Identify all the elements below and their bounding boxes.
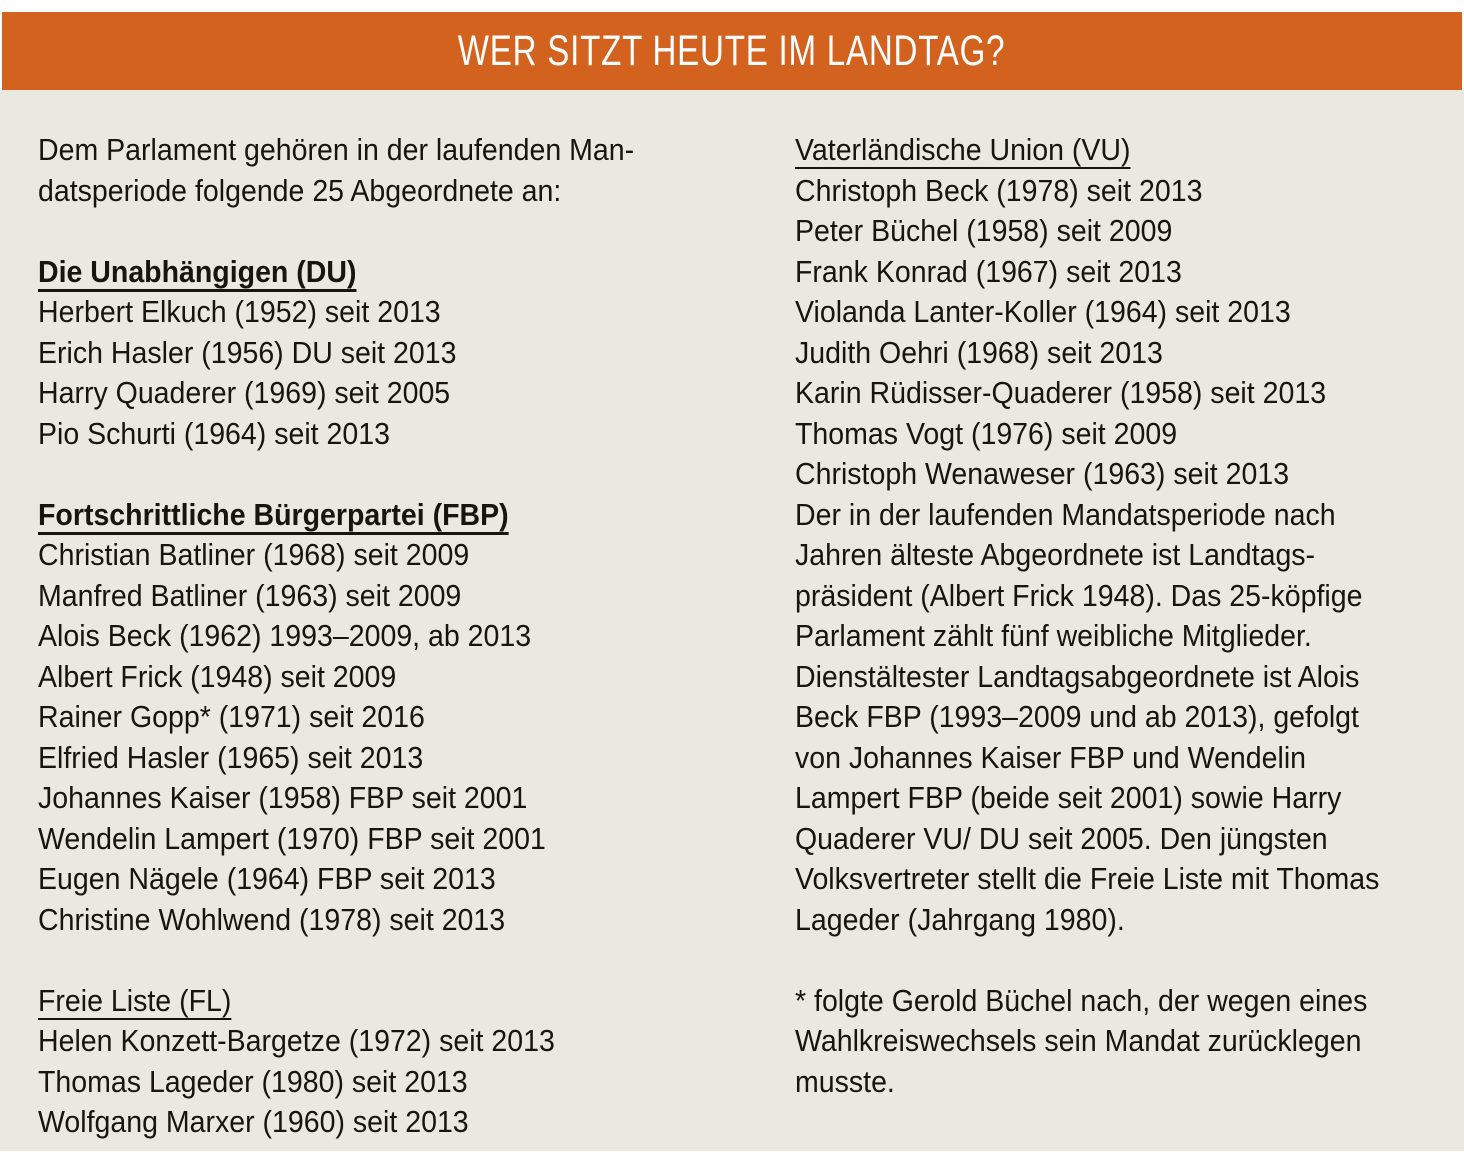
paragraph-line: Lampert FBP (beide seit 2001) sowie Harry (795, 780, 1342, 815)
paragraph-line: Lageder (Jahrgang 1980). (795, 901, 1125, 937)
member-line: Elfried Hasler (1965) seit 2013 (38, 739, 424, 775)
party-section (38, 495, 737, 941)
paragraph-line: Dienstältester Landtagsabgeordnete ist Alois (795, 658, 1360, 694)
party-section (795, 130, 1464, 495)
member-line: Christoph Wenaweser (1963) seit 2013 (795, 456, 1290, 491)
paragraph-line: von Johannes Kaiser FBP und Wendelin (795, 739, 1307, 775)
member-line: Johannes Kaiser (1958) FBP seit 2001 (38, 780, 528, 815)
party-section (38, 981, 737, 1143)
footnote-line: musste. (795, 1063, 895, 1099)
member-line: Albert Frick (1948) seit 2009 (38, 658, 397, 694)
paragraph-line: Parlament zählt fünf weibliche Mitglieder. (795, 618, 1312, 653)
member-line: Frank Konrad (1967) seit 2013 (795, 253, 1182, 289)
right-party-sections (795, 130, 1464, 495)
content-panel (0, 90, 1464, 1151)
paragraph-line: Beck FBP (1993–2009 und ab 2013), gefolgt (795, 699, 1359, 734)
member-line: Christoph Beck (1978) seit 2013 (795, 172, 1203, 208)
header-bar (2, 12, 1462, 90)
party-title-text: Freie Liste (FL) (38, 982, 232, 1018)
footnote-line: Wahlkreiswechsels sein Mandat zurücklegen (795, 1023, 1362, 1058)
member-line: Erich Hasler (1956) DU seit 2013 (38, 334, 457, 370)
member-line: Judith Oehri (1968) seit 2013 (795, 334, 1163, 370)
right-column (795, 130, 1464, 1102)
paragraph-line: Volksvertreter stellt die Freie Liste mit Thomas (795, 861, 1380, 896)
member-line: Violanda Lanter-Koller (1964) seit 2013 (795, 294, 1291, 329)
paragraph-line: Der in der laufenden Mandatsperiode nach (795, 496, 1336, 532)
member-line: Karin Rüdisser-Quaderer (1958) seit 2013 (795, 375, 1327, 410)
member-line: Manfred Batliner (1963) seit 2009 (38, 577, 462, 613)
left-column (38, 130, 737, 1143)
party-title (38, 252, 737, 293)
commentary-paragraph (795, 495, 1464, 941)
member-line: Peter Büchel (1958) seit 2009 (795, 213, 1173, 248)
member-line: Harry Quaderer (1969) seit 2005 (38, 375, 451, 410)
member-line: Thomas Vogt (1976) seit 2009 (795, 415, 1178, 451)
party-title (795, 130, 1464, 171)
member-line: Rainer Gopp* (1971) seit 2016 (38, 699, 425, 734)
paragraph-line: Jahren älteste Abgeordnete ist Landtags- (795, 537, 1316, 572)
party-section (38, 252, 737, 455)
member-line: Helen Konzett-Bargetze (1972) seit 2013 (38, 1023, 555, 1058)
intro-line: Dem Parlament gehören in der laufenden Man- (38, 132, 635, 167)
member-line: Christine Wohlwend (1978) seit 2013 (38, 901, 506, 937)
party-title-text: Fortschrittliche Bürgerpartei (FBP) (38, 496, 509, 532)
party-title-text: Vaterländische Union (VU) (795, 132, 1131, 167)
member-line: Thomas Lageder (1980) seit 2013 (38, 1063, 468, 1099)
intro-paragraph (38, 130, 737, 211)
member-line: Wendelin Lampert (1970) FBP seit 2001 (38, 820, 546, 856)
footnote (795, 981, 1464, 1103)
intro-line: datsperiode folgende 25 Abgeordnete an: (38, 172, 562, 208)
left-party-sections (38, 252, 737, 1143)
page-title: WER SITZT HEUTE IM LANDTAG? (458, 26, 1006, 75)
member-line: Alois Beck (1962) 1993–2009, ab 2013 (38, 618, 532, 653)
footnote-line: * folgte Gerold Büchel nach, der wegen eines (795, 982, 1368, 1018)
member-line: Eugen Nägele (1964) FBP seit 2013 (38, 861, 496, 896)
member-line: Pio Schurti (1964) seit 2013 (38, 415, 390, 451)
paragraph-line: Quaderer VU/ DU seit 2005. Den jüngsten (795, 820, 1328, 856)
paragraph-line: präsident (Albert Frick 1948). Das 25-köpfige (795, 577, 1363, 613)
party-title (38, 495, 737, 536)
member-line: Herbert Elkuch (1952) seit 2013 (38, 294, 441, 329)
party-title-text: Die Unabhängigen (DU) (38, 253, 357, 289)
party-title (38, 981, 737, 1022)
member-line: Wolfgang Marxer (1960) seit 2013 (38, 1104, 469, 1139)
member-line: Christian Batliner (1968) seit 2009 (38, 537, 470, 572)
